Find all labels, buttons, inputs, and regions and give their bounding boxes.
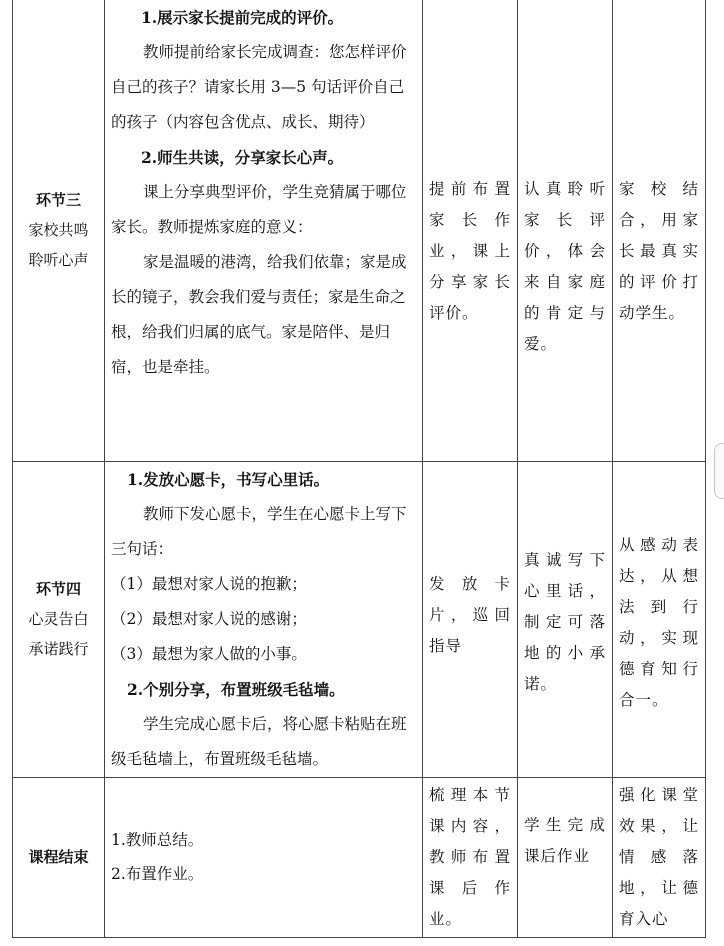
table-row xyxy=(13,0,706,461)
student-activity-text: 真诚写下心里话，制定可落地的小承诺。 xyxy=(524,550,606,693)
content-paragraph: 学生完成心愿卡后，将心愿卡粘贴在班级毛毡墙上，布置班级毛毡墙。 xyxy=(111,714,407,768)
content-heading: 1.发放心愿卡，书写心里话。 xyxy=(127,469,330,489)
student-activity-text: 认真聆听家长评价，体会来自家庭的肯定与爱。 xyxy=(524,180,606,353)
scroll-handle[interactable] xyxy=(714,443,724,499)
content-heading: 2.师生共读，分享家长心声。 xyxy=(141,148,344,167)
design-intent-text: 强化课堂效果，让情感落地，让德育入心 xyxy=(619,785,699,928)
stage-title: 课程结束 xyxy=(28,848,89,866)
teacher-activity-text: 梳理本节课内容，教师布置课后作业。 xyxy=(429,785,511,928)
content-list-item: （2）最想对家人说的感谢； xyxy=(111,609,307,628)
table-row xyxy=(13,777,706,937)
student-activity-text: 学生完成课后作业 xyxy=(524,815,606,865)
design-intent-text: 家校结合，用家长最真实的评价打动学生。 xyxy=(619,180,699,322)
design-intent-cell xyxy=(613,777,706,937)
stage-title: 环节三 xyxy=(35,191,81,210)
content-paragraph: 家是温暖的港湾，给我们依靠；家是成长的镜子，教会我们爱与责任；家是生命之根，给我们归属的底气。家是陪伴、是归宿，也是牵挂。 xyxy=(111,253,407,376)
content-list-item: 2.布置作业。 xyxy=(111,865,204,883)
activity-content-cell xyxy=(105,0,423,461)
content-paragraph: 课上分享典型评价，学生竞猜属于哪位家长。教师提炼家庭的意义： xyxy=(111,183,407,236)
content-list-item: （3）最想为家人做的小事。 xyxy=(111,644,307,663)
stage-title: 环节四 xyxy=(35,580,81,598)
table-row xyxy=(13,461,706,777)
student-activity-cell xyxy=(518,777,613,937)
design-intent-cell xyxy=(613,0,706,461)
design-intent-text: 从感动表达，从想法到行动，实现德育知行合一。 xyxy=(619,535,699,709)
stage-cell xyxy=(13,777,105,937)
design-intent-cell xyxy=(613,461,706,777)
teacher-activity-cell xyxy=(423,461,518,777)
teacher-activity-text: 发放卡片，巡回指导 xyxy=(429,574,511,655)
teacher-activity-cell xyxy=(423,777,518,937)
content-heading: 1.展示家长提前完成的评价。 xyxy=(141,8,344,27)
stage-subtitle-line: 聆听心声 xyxy=(28,251,89,270)
content-heading: 2.个别分享，布置班级毛毡墙。 xyxy=(127,679,345,699)
teacher-activity-text: 提前布置家长作业，课上分享家长评价。 xyxy=(429,180,511,322)
stage-subtitle-line: 心灵告白 xyxy=(28,610,89,628)
stage-subtitle-line: 家校共鸣 xyxy=(28,221,89,240)
student-activity-cell xyxy=(518,0,613,461)
teacher-activity-cell xyxy=(423,0,518,461)
content-paragraph: 教师下发心愿卡，学生在心愿卡上写下三句话： xyxy=(111,504,407,558)
content-list-item: （1）最想对家人说的抱歉； xyxy=(111,574,307,593)
activity-content-cell xyxy=(105,461,423,777)
student-activity-cell xyxy=(518,461,613,777)
lesson-plan-table xyxy=(12,0,706,938)
stage-cell xyxy=(13,461,105,777)
content-list-item: 1.教师总结。 xyxy=(111,831,204,849)
content-paragraph: 教师提前给家长完成调查：您怎样评价自己的孩子？请家长用 3—5 句话评价自己的孩子（内容包含优点、成长、期待） xyxy=(111,43,407,131)
activity-content-cell xyxy=(105,777,423,937)
stage-subtitle-line: 承诺践行 xyxy=(28,640,89,658)
stage-cell xyxy=(13,0,105,461)
